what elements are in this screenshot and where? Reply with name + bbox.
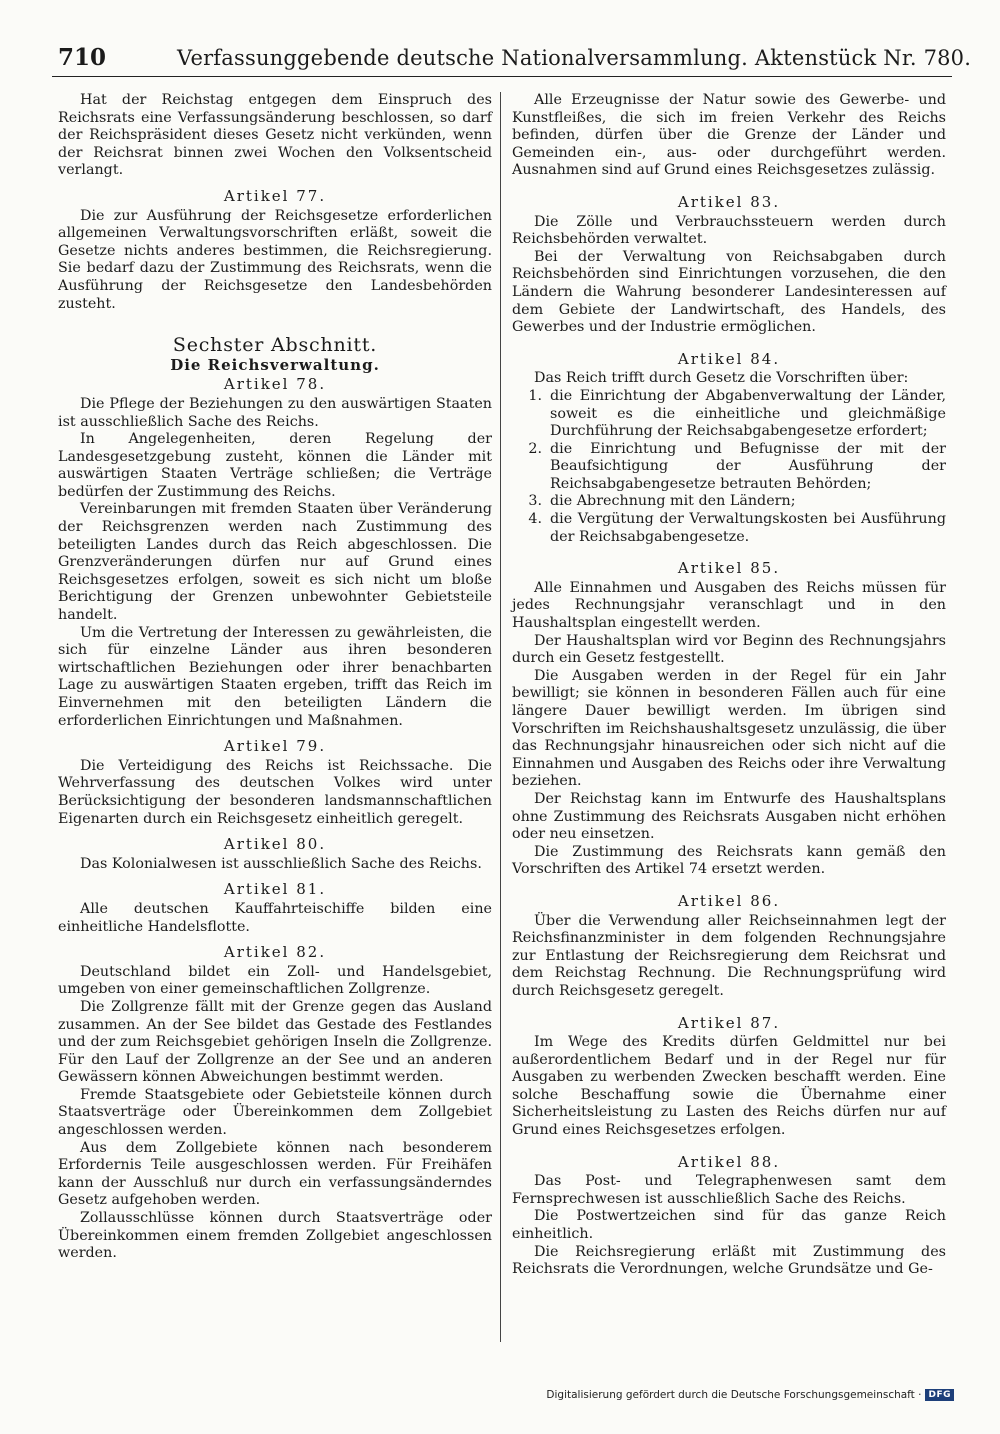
paragraph: Über die Verwendung aller Reichseinnahmen legt der Reichsfinanzminister in dem folgenden Rechnungsjahre zur Entlastung der Reichsregierung dem Reichsrat und dem Reichstag Rechnung. Die Rechnungsprüfung wird durch Reichsgesetz geregelt. <box>512 912 946 999</box>
list-text: die Einrichtung der Abgabenverwaltung der Länder, soweit es die einheitliche und gleichmäßige Durchführung der Reichsabgabengesetze erfordert; <box>550 387 946 440</box>
paragraph: Aus dem Zollgebiete können nach besonderem Erfordernis Teile ausgeschlossen werden. Für Freihäfen kann der Ausschluß nur durch ein verfassungsänderndes Gesetz aufgehoben werden. <box>58 1139 492 1209</box>
section-subtitle: Die Reichsverwaltung. <box>170 355 380 374</box>
list-text: die Vergütung der Verwaltungskosten bei Ausführung der Reichsabgabengesetze. <box>550 511 946 545</box>
paragraph: In Angelegenheiten, deren Regelung der Landesgesetzgebung zusteht, können die Länder mit auswärtigen Staaten Verträge schließen; die Verträge bedürfen der Zustimmung des Reichs. <box>58 431 492 500</box>
paragraph: Das Reich trifft durch Gesetz die Vorschriften über: <box>534 370 909 387</box>
article-heading-83: Artikel 83. <box>677 192 781 211</box>
paragraph: Die Ausgaben werden in der Regel für ein Jahr bewilligt; sie können in besonderen Fällen auch für eine längere Dauer bewilligt werden. Im übrigen sind Vorschriften im Reichshaushaltsgesetz unzulässig, die über das Rechnungsjahr hinausreichen oder sich nicht auf die Einnahmen und Ausgaben des Reichs oder ihre Verwaltung beziehen. <box>512 667 946 790</box>
list-number: 3. <box>528 493 542 510</box>
paragraph: Das Kolonialwesen ist ausschließlich Sache des Reichs. <box>80 855 482 872</box>
column-divider <box>500 92 501 1342</box>
digitization-credit <box>546 1389 954 1401</box>
paragraph: Im Wege des Kredits dürfen Geldmittel nur bei außerordentlichem Bedarf und in der Regel nur für Ausgaben zu werbenden Zwecken beschafft werden. Eine solche Beschaffung sowie die Übernahme einer Sicherheitsleistung zu Lasten des Reichs dürfen nur auf Grund eines Reichsgesetzes erfolgen. <box>512 1034 946 1139</box>
article-84-list <box>512 388 946 546</box>
article-heading-86: Artikel 86. <box>677 891 781 910</box>
paragraph: Hat der Reichstag entgegen dem Einspruch des Reichsrats eine Verfassungsänderung beschlossen, so darf der Reichspräsident dieses Gesetz nicht verkünden, wenn der Reichsrat binnen zwei Wochen den Volksentscheid verlangt. <box>58 92 492 179</box>
article-heading-85: Artikel 85. <box>677 559 781 578</box>
paragraph: Vereinbarungen mit fremden Staaten über Veränderung der Reichsgrenzen werden nach Zustimmung des beteiligten Landes durch das Reich abgeschlossen. Die Grenzveränderungen dürfen nur auf Grund eines Reichsgesetzes erfolgen, soweit es sich nicht um bloße Berichtigung der Grenzen unbewohnter Gebietsteile handelt. <box>58 501 492 624</box>
list-item <box>512 511 946 546</box>
article-heading-79: Artikel 79. <box>223 737 327 756</box>
paragraph: Die Zollgrenze fällt mit der Grenze gegen das Ausland zusammen. An der See bildet das Gestade des Festlandes und der zum Reichsgebiet gehörigen Inseln die Zollgrenze. Für den Lauf der Zollgrenze an der See und an anderen Gewässern können Abweichungen bestimmt werden. <box>58 998 492 1086</box>
article-heading-80: Artikel 80. <box>223 835 327 854</box>
list-number: 1. <box>528 387 542 404</box>
article-heading-87: Artikel 87. <box>677 1013 781 1032</box>
paragraph: Alle Einnahmen und Ausgaben des Reichs müssen für jedes Rechnungsjahr veranschlagt und in den Haushaltsplan eingestellt werden. <box>512 579 946 632</box>
paragraph: Alle Erzeugnisse der Natur sowie des Gewerbe- und Kunstfleißes, die sich im freien Verkehr des Reichs befinden, dürfen über die Grenze der Länder und Gemeinden ein-, aus- oder durchgeführt werden. Ausnahmen sind auf Grund eines Reichsgesetzes zulässig. <box>512 92 946 179</box>
article-heading-88: Artikel 88. <box>677 1152 781 1171</box>
paragraph: Die Pflege der Beziehungen zu den auswärtigen Staaten ist ausschließlich Sache des Reichs. <box>58 395 492 430</box>
credit-text: Digitalisierung gefördert durch die Deutsche Forschungsgemeinschaft · <box>546 1389 922 1401</box>
article-heading-82: Artikel 82. <box>223 943 327 962</box>
paragraph: Der Reichstag kann im Entwurfe des Haushaltsplans ohne Zustimmung des Reichsrats Ausgaben nicht erhöhen oder neu einsetzen. <box>512 790 946 843</box>
paragraph: Das Post- und Telegraphenwesen samt dem Fernsprechwesen ist ausschließlich Sache des Reichs. <box>512 1173 946 1207</box>
list-item <box>512 388 946 441</box>
paragraph: Die Zustimmung des Reichsrats kann gemäß den Vorschriften des Artikel 74 ersetzt werden. <box>512 843 946 878</box>
paragraph: Bei der Verwaltung von Reichsabgaben durch Reichsbehörden sind Einrichtungen vorzusehen, die den Ländern die Wahrung besonderer Landesinteressen auf dem Gebiete der Landwirtschaft, des Handels, des Gewerbes und der Industrie ermöglichen. <box>512 248 946 336</box>
list-item <box>512 493 946 511</box>
article-heading-84: Artikel 84. <box>677 349 781 368</box>
list-number: 4. <box>528 511 542 528</box>
paragraph: Die Postwertzeichen sind für das ganze Reich einheitlich. <box>512 1208 946 1243</box>
paragraph: Die Zölle und Verbrauchssteuern werden durch Reichsbehörden verwaltet. <box>512 213 946 248</box>
article-heading-78: Artikel 78. <box>223 375 327 394</box>
right-column <box>512 92 946 1279</box>
list-text: die Abrechnung mit den Ländern; <box>550 493 796 510</box>
paragraph: Fremde Staatsgebiete oder Gebietsteile können durch Staatsverträge oder Übereinkommen dem Zollgebiet angeschlossen werden. <box>58 1086 492 1139</box>
article-heading-81: Artikel 81. <box>223 880 327 899</box>
paragraph: Deutschland bildet ein Zoll- und Handelsgebiet, umgeben von einer gemeinschaftlichen Zollgrenze. <box>58 963 492 998</box>
dfg-logo: DFG <box>925 1389 954 1401</box>
page-header <box>52 44 972 77</box>
paragraph: Um die Vertretung der Interessen zu gewährleisten, die sich für einzelne Länder aus ihren besonderen wirtschaftlichen Beziehungen oder ihrer benachbarten Lage zu auswärtigen Staaten ergeben, trifft das Reich im Einvernehmen mit den beteiligten Ländern die erforderlichen Einrichtungen und Maßnahmen. <box>58 624 492 729</box>
paragraph: Die zur Ausführung der Reichsgesetze erforderlichen allgemeinen Verwaltungsvorschriften erläßt, soweit die Gesetze nichts anderes bestimmen, die Reichsregierung. Sie bedarf dazu der Zustimmung des Reichsrats, wenn die Ausführung der Reichsgesetze den Landesbehörden zusteht. <box>58 207 492 312</box>
page-title: Verfassunggebende deutsche Nationalversammlung. Aktenstück Nr. 780. <box>177 46 972 70</box>
section-heading: Sechster Abschnitt. <box>172 334 378 357</box>
page-number: 710 <box>58 44 107 71</box>
left-column <box>58 92 492 1263</box>
list-item <box>512 441 946 494</box>
paragraph: Die Reichsregierung erläßt mit Zustimmung des Reichsrats die Verordnungen, welche Grundsätze und Ge- <box>512 1243 946 1278</box>
paragraph: Zollausschlüsse können durch Staatsverträge oder Übereinkommen einem fremden Zollgebiet angeschlossen werden. <box>58 1210 492 1262</box>
list-text: die Einrichtung und Befugnisse der mit der Beaufsichtigung der Ausführung der Reichsabgabengesetze betrauten Behörden; <box>550 440 946 492</box>
paragraph: Alle deutschen Kauffahrteischiffe bilden eine einheitliche Handelsflotte. <box>58 900 492 935</box>
list-number: 2. <box>528 440 542 457</box>
article-heading-77: Artikel 77. <box>223 186 327 205</box>
paragraph: Die Verteidigung des Reichs ist Reichssache. Die Wehrverfassung des deutschen Volkes wird unter Berücksichtigung der besonderen landsmannschaftlichen Eigenarten durch ein Reichsgesetz einheitlich geregelt. <box>58 757 492 827</box>
paragraph: Der Haushaltsplan wird vor Beginn des Rechnungsjahrs durch ein Gesetz festgestellt. <box>512 632 946 667</box>
